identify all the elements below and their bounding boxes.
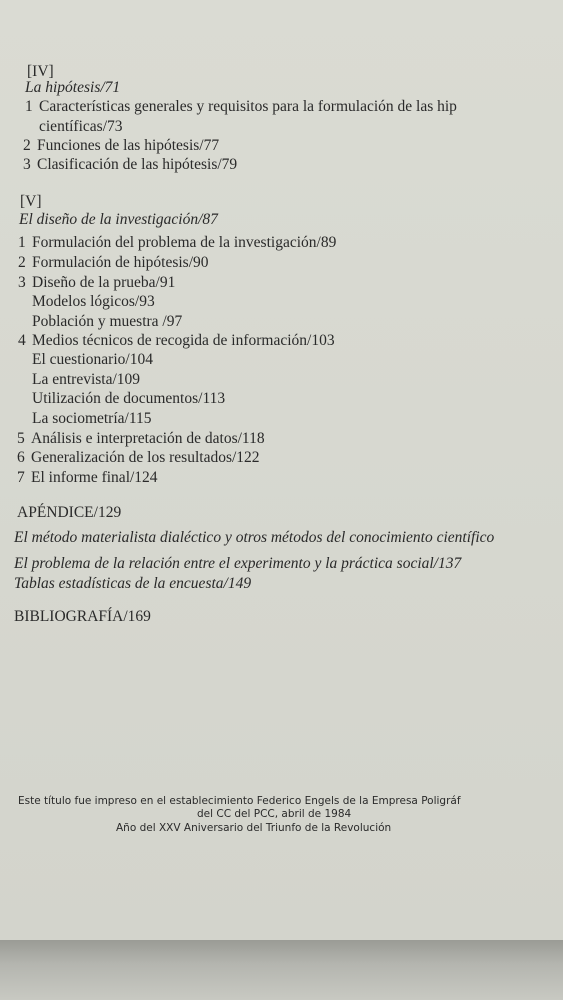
toc-number: 6 [17, 449, 25, 466]
toc-text: Medios técnicos de recogida de información/103 [32, 332, 335, 349]
toc-number: 7 [17, 469, 25, 486]
appendix-item: El método materialista dialéctico y otros métodos del conocimiento científico [14, 529, 495, 546]
toc-entry [18, 234, 336, 252]
toc-text: Utilización de documentos/113 [32, 390, 226, 407]
toc-entry [18, 332, 335, 350]
toc-entry [18, 293, 155, 311]
page-bottom-edge [0, 940, 563, 1000]
appendix-heading: APÉNDICE/129 [17, 504, 122, 521]
toc-text: Características generales y requisitos para la formulación de las hip [39, 98, 457, 115]
toc-entry [18, 254, 209, 272]
toc-number: 1 [25, 98, 33, 115]
toc-entry [18, 313, 182, 331]
toc-number: 4 [18, 332, 26, 349]
toc-text: Generalización de los resultados/122 [31, 449, 260, 466]
colophon-line: Año del XXV Aniversario del Triunfo de la Revolución [116, 822, 392, 834]
section-v-heading: [V] [20, 193, 42, 210]
toc-text: Formulación del problema de la investigación/89 [32, 234, 337, 251]
toc-entry [25, 98, 457, 116]
toc-text: Población y muestra /97 [32, 313, 183, 330]
toc-number: 1 [18, 234, 26, 251]
toc-text: Formulación de hipótesis/90 [32, 254, 209, 271]
toc-entry [17, 469, 158, 487]
section-v-title: El diseño de la investigación/87 [19, 211, 218, 228]
toc-number: 2 [23, 137, 31, 154]
toc-entry [17, 430, 265, 448]
toc-number: 3 [18, 274, 26, 291]
toc-text: Clasificación de las hipótesis/79 [37, 156, 238, 173]
toc-number: 3 [23, 156, 31, 173]
toc-text: científicas/73 [39, 118, 123, 135]
appendix-item: El problema de la relación entre el experimento y la práctica social/137 [14, 555, 462, 572]
toc-entry [18, 274, 175, 292]
toc-entry [23, 156, 237, 174]
toc-text: La entrevista/109 [32, 371, 141, 388]
toc-entry [23, 137, 219, 155]
bibliography-heading: BIBLIOGRAFÍA/169 [14, 608, 151, 625]
colophon-line: del CC del PCC, abril de 1984 [197, 808, 352, 820]
toc-text: El cuestionario/104 [32, 351, 153, 368]
section-iv-title: La hipótesis/71 [25, 79, 121, 96]
toc-entry [17, 449, 260, 467]
toc-text: Análisis e interpretación de datos/118 [31, 430, 265, 447]
toc-entry [18, 390, 225, 408]
colophon-line: Este título fue impreso en el establecimiento Federico Engels de la Empresa Poligráf [18, 795, 461, 807]
section-iv-heading: [IV] [27, 63, 54, 80]
toc-number: 2 [18, 254, 26, 271]
toc-entry [18, 410, 152, 428]
toc-number: 5 [17, 430, 25, 447]
toc-entry [25, 118, 123, 136]
toc-text: Modelos lógicos/93 [32, 293, 155, 310]
toc-text: El informe final/124 [31, 469, 158, 486]
toc-text: Diseño de la prueba/91 [32, 274, 176, 291]
toc-text: Funciones de las hipótesis/77 [37, 137, 220, 154]
toc-entry [18, 371, 140, 389]
toc-entry [18, 351, 153, 369]
appendix-item: Tablas estadísticas de la encuesta/149 [14, 575, 252, 592]
toc-text: La sociometría/115 [32, 410, 152, 427]
